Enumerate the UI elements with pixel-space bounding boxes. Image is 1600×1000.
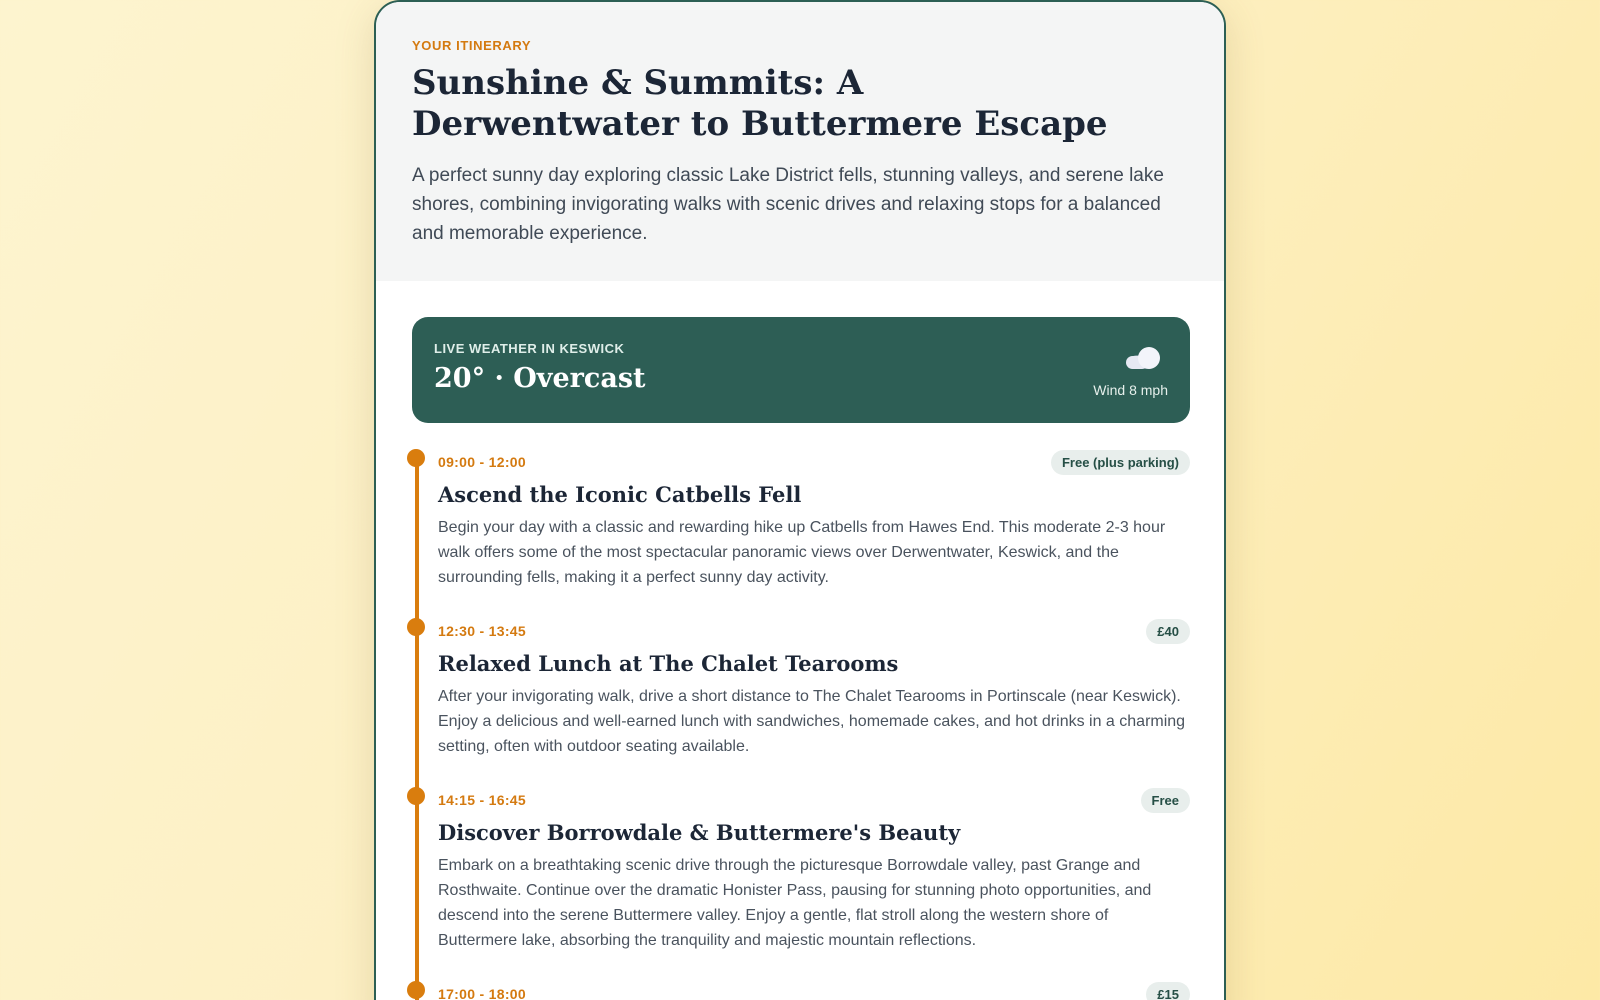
price-badge: Free bbox=[1141, 788, 1190, 813]
wind-readout: Wind 8 mph bbox=[1093, 382, 1168, 398]
timeline-line bbox=[415, 461, 419, 1000]
event-time: 12:30 - 13:45 bbox=[438, 623, 526, 639]
timeline-event bbox=[438, 787, 1190, 953]
event-title: Relaxed Lunch at The Chalet Tearooms bbox=[438, 651, 899, 676]
itinerary-intro: A perfect sunny day exploring classic Lake District fells, stunning valleys, and serene lake shores, combining invigorating walks with scenic drives and relaxing stops for a balanced and memorable experience. bbox=[412, 165, 1164, 244]
weather-details bbox=[1093, 347, 1168, 398]
cloud-icon bbox=[1126, 347, 1160, 369]
event-description: Begin your day with a classic and rewarding hike up Catbells from Hawes End. This moderate 2-3 hour walk offers some of the most spectacular panoramic views over Derwentwater, Keswick, and the surrounding fells, making it a perfect sunny day activity. bbox=[438, 519, 1166, 586]
weather-summary: 20° · Overcast bbox=[434, 363, 646, 394]
price-badge: £40 bbox=[1146, 619, 1190, 644]
event-title: Ascend the Iconic Catbells Fell bbox=[438, 482, 802, 507]
event-time: 14:15 - 16:45 bbox=[438, 792, 526, 808]
weather-panel bbox=[412, 317, 1190, 423]
timeline-event bbox=[438, 618, 1190, 759]
timeline-event bbox=[438, 981, 1190, 1000]
event-title: Discover Borrowdale & Buttermere's Beauty bbox=[438, 820, 961, 845]
timeline-event bbox=[438, 449, 1190, 590]
weather-label: LIVE WEATHER IN KESWICK bbox=[434, 341, 625, 356]
timeline-dot bbox=[407, 449, 425, 467]
timeline-dot bbox=[407, 787, 425, 805]
eyebrow-label: YOUR ITINERARY bbox=[412, 38, 532, 53]
timeline-dot bbox=[407, 981, 425, 999]
timeline bbox=[412, 449, 1190, 1000]
itinerary-card bbox=[374, 0, 1226, 1000]
price-badge: £15 bbox=[1146, 982, 1190, 1000]
event-time: 17:00 - 18:00 bbox=[438, 986, 526, 1000]
itinerary-header bbox=[376, 2, 1224, 281]
page-title: Sunshine & Summits: A Derwentwater to Buttermere Escape bbox=[412, 63, 1108, 144]
price-badge: Free (plus parking) bbox=[1051, 450, 1190, 475]
timeline-dot bbox=[407, 618, 425, 636]
itinerary-body bbox=[376, 281, 1224, 1000]
event-time: 09:00 - 12:00 bbox=[438, 454, 526, 470]
event-description: After your invigorating walk, drive a short distance to The Chalet Tearooms in Portinscale (near Keswick). Enjoy a delicious and well-earned lunch with sandwiches, homemade cakes, and hot drinks in a charming setting, often with outdoor seating available. bbox=[438, 688, 1186, 755]
event-description: Embark on a breathtaking scenic drive through the picturesque Borrowdale valley, past Grange and Rosthwaite. Continue over the dramatic Honister Pass, pausing for stunning photo opportunities, and descend into the serene Buttermere valley. Enjoy a gentle, flat stroll along the western shore of Buttermere lake, absorbing the tranquility and majestic mountain reflections. bbox=[438, 857, 1152, 949]
